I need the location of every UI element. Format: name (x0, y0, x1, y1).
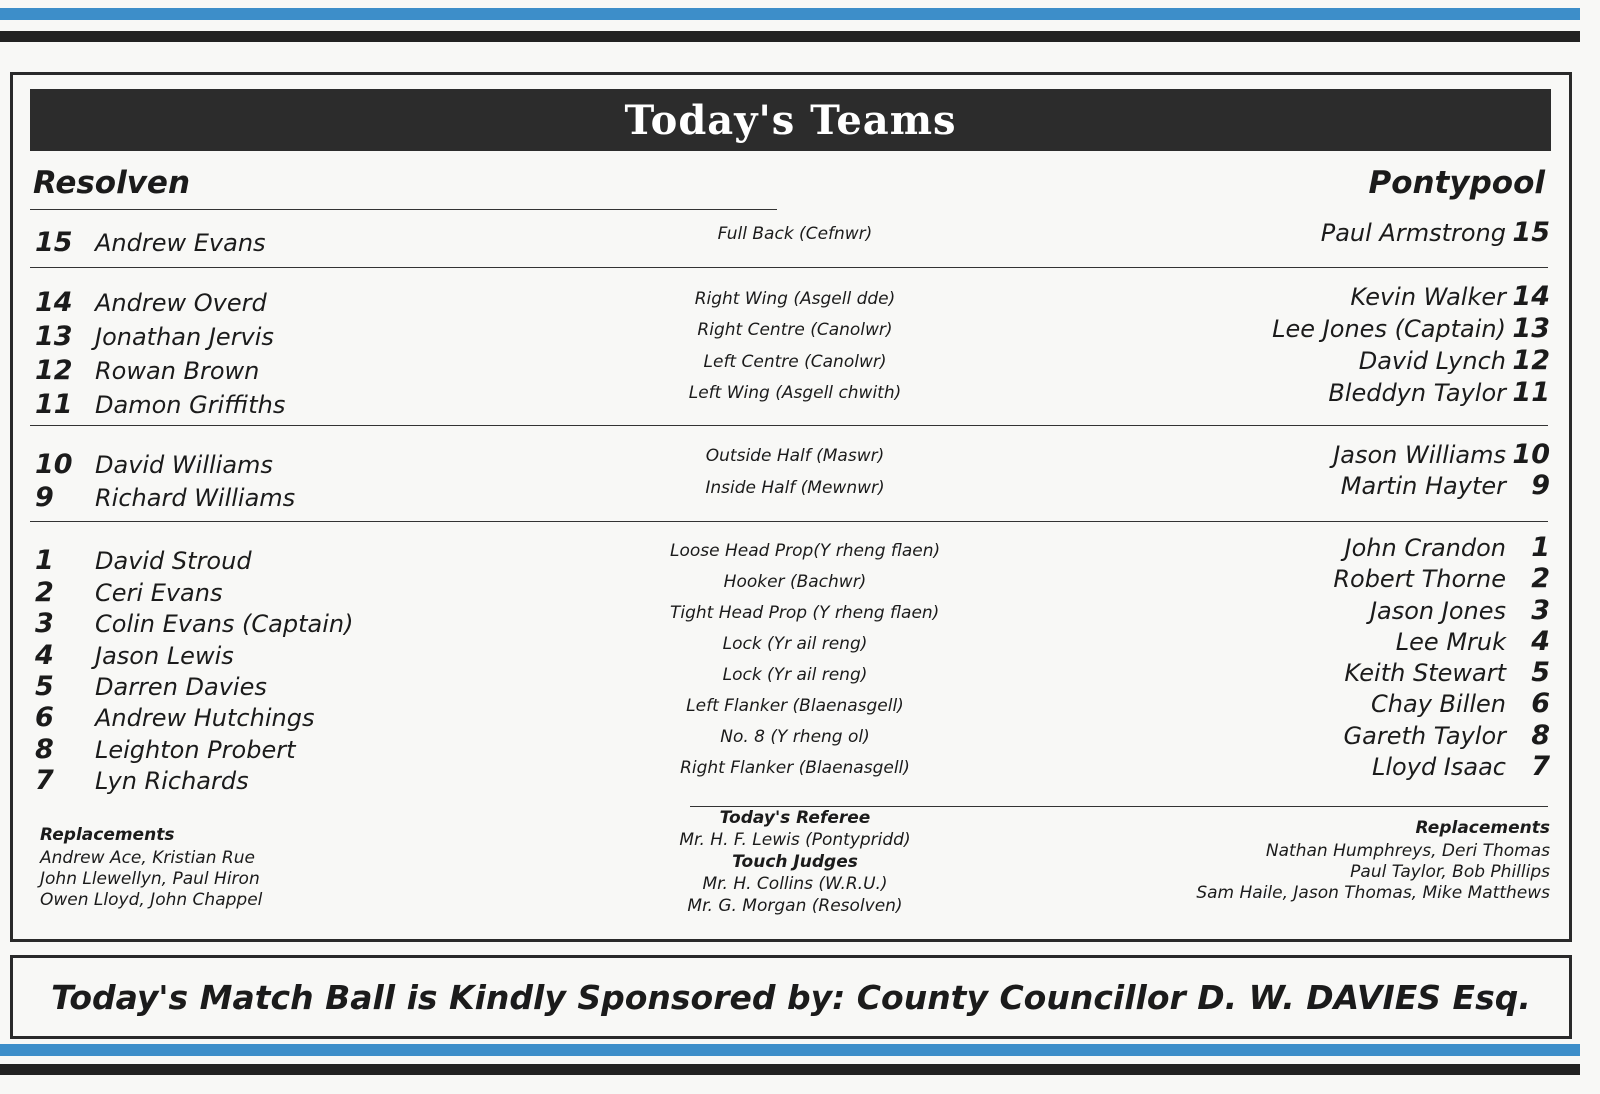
list-item (1272, 313, 1550, 344)
player-name: Jason Lewis (95, 642, 234, 670)
player-number: 6 (1531, 688, 1550, 719)
player-number: 15 (1512, 217, 1550, 248)
replacement-line: Sam Haile, Jason Thomas, Mike Matthews (1196, 883, 1550, 903)
player-name: Damon Griffiths (95, 391, 286, 419)
list-item (35, 734, 295, 765)
replacements-heading: Replacements (40, 825, 175, 845)
position-label: Left Wing (Asgell chwith) (688, 383, 902, 403)
list-item (1396, 626, 1550, 657)
player-name: Jason Williams (1333, 441, 1506, 469)
list-item (35, 227, 266, 258)
list-item (1372, 751, 1550, 782)
player-name: Bleddyn Taylor (1328, 379, 1506, 407)
player-name: Paul Armstrong (1320, 219, 1506, 247)
player-number: 5 (35, 671, 54, 702)
player-name: Rowan Brown (95, 357, 260, 385)
position-label: Lock (Yr ail reng) (722, 665, 868, 685)
player-name: Richard Williams (95, 484, 296, 512)
bottom-blue-stripe (0, 1044, 1580, 1056)
player-name: Keith Stewart (1344, 659, 1506, 687)
position-label: Right Centre (Canolwr) (697, 320, 893, 340)
player-name: Robert Thorne (1333, 565, 1506, 593)
list-item (35, 287, 267, 318)
list-item (35, 545, 252, 576)
position-label: Tight Head Prop (Y rheng flaen) (670, 603, 940, 623)
away-replacements (1196, 818, 1550, 903)
player-name: Lee Mruk (1395, 628, 1506, 656)
player-number: 13 (1512, 313, 1550, 344)
list-item (1359, 345, 1550, 376)
player-number: 3 (35, 608, 54, 639)
player-name: Andrew Overd (95, 289, 267, 317)
player-name: Colin Evans (Captain) (95, 610, 354, 638)
player-number: 10 (1512, 439, 1550, 470)
list-item (35, 321, 274, 352)
touch-judge-name: Mr. H. Collins (W.R.U.) (702, 874, 888, 894)
replacement-line: Andrew Ace, Kristian Rue (40, 848, 255, 868)
title-banner (30, 89, 1551, 151)
top-dark-stripe (0, 31, 1580, 42)
list-item (1333, 563, 1550, 594)
position-label: Full Back (Cefnwr) (717, 224, 873, 244)
player-name: Andrew Evans (95, 229, 266, 257)
player-number: 4 (1531, 626, 1550, 657)
position-label: Hooker (Bachwr) (723, 572, 867, 592)
player-name: Gareth Taylor (1343, 722, 1506, 750)
page-title: Today's Teams (624, 96, 957, 144)
sponsor-box (10, 955, 1572, 1039)
replacement-line: Paul Taylor, Bob Phillips (1350, 862, 1550, 882)
player-number: 10 (35, 449, 73, 480)
list-item (35, 389, 285, 420)
position-label: Lock (Yr ail reng) (722, 634, 868, 654)
player-name: Jonathan Jervis (95, 323, 274, 351)
replacement-line: Nathan Humphreys, Deri Thomas (1265, 841, 1550, 861)
list-item (35, 640, 234, 671)
list-item (1350, 281, 1550, 312)
player-number: 14 (1512, 281, 1550, 312)
referee-name: Mr. H. F. Lewis (Pontypridd) (679, 830, 911, 850)
player-name: David Stroud (95, 547, 252, 575)
player-name: Martin Hayter (1340, 472, 1506, 500)
player-number: 1 (1531, 532, 1550, 563)
player-name: Andrew Hutchings (95, 704, 315, 732)
player-number: 7 (1531, 751, 1550, 782)
list-item (35, 765, 249, 796)
position-label: Inside Half (Mewnwr) (705, 478, 885, 498)
player-name: Lloyd Isaac (1372, 753, 1506, 781)
list-item (1345, 532, 1550, 563)
player-name: John Crandon (1344, 534, 1506, 562)
player-number: 11 (35, 389, 73, 420)
bottom-dark-stripe (0, 1064, 1580, 1075)
player-name: Lyn Richards (95, 767, 249, 795)
player-number: 8 (1531, 720, 1550, 751)
list-item (1321, 217, 1550, 248)
player-name: Leighton Probert (95, 736, 296, 764)
touch-judge-name: Mr. G. Morgan (Resolven) (687, 896, 903, 916)
home-replacements (40, 825, 262, 910)
list-item (1344, 657, 1550, 688)
list-item (35, 671, 267, 702)
player-name: Kevin Walker (1350, 283, 1506, 311)
player-number: 9 (35, 482, 54, 513)
player-number: 11 (1512, 377, 1550, 408)
player-name: David Williams (95, 451, 273, 479)
list-item (1328, 377, 1550, 408)
player-number: 7 (35, 765, 54, 796)
player-name: Lee Jones (Captain) (1272, 315, 1506, 343)
touch-judges-heading: Touch Judges (732, 852, 858, 872)
list-item (35, 482, 295, 513)
divider (30, 425, 1548, 426)
divider (690, 806, 1548, 807)
player-name: Jason Jones (1369, 597, 1506, 625)
replacements-heading: Replacements (1415, 818, 1550, 838)
home-team-name: Resolven (33, 165, 191, 201)
position-label: Right Wing (Asgell dde) (694, 289, 896, 309)
player-number: 5 (1531, 657, 1550, 688)
player-number: 12 (35, 355, 73, 386)
position-label: Left Flanker (Blaenasgell) (686, 696, 904, 716)
player-number: 3 (1531, 595, 1550, 626)
replacement-line: Owen Lloyd, John Chappel (40, 890, 263, 910)
position-label: Loose Head Prop(Y rheng flaen) (670, 541, 941, 561)
player-number: 2 (1531, 563, 1550, 594)
player-number: 12 (1512, 345, 1550, 376)
position-label: Right Flanker (Blaenasgell) (680, 758, 910, 778)
player-number: 4 (35, 640, 54, 671)
player-number: 9 (1531, 470, 1550, 501)
player-number: 14 (35, 287, 73, 318)
player-number: 2 (35, 577, 54, 608)
player-number: 8 (35, 734, 54, 765)
replacement-line: John Llewellyn, Paul Hiron (40, 869, 260, 889)
referee-heading: Today's Referee (719, 808, 871, 828)
divider (30, 209, 777, 210)
list-item (1344, 720, 1550, 751)
list-item (35, 702, 314, 733)
player-number: 6 (35, 702, 54, 733)
away-team-name: Pontypool (1368, 165, 1545, 201)
list-item (1370, 595, 1550, 626)
divider (30, 267, 1548, 268)
list-item (35, 577, 222, 608)
list-item (35, 608, 353, 639)
player-name: Ceri Evans (95, 579, 223, 607)
position-label: Outside Half (Maswr) (705, 446, 885, 466)
sponsor-text: Today's Match Ball is Kindly Sponsored by: County Councillor D. W. DAVIES Esq. (51, 977, 1531, 1017)
player-number: 13 (35, 321, 73, 352)
player-number: 1 (35, 545, 54, 576)
divider (30, 521, 1548, 522)
player-number: 15 (35, 227, 73, 258)
list-item (35, 355, 259, 386)
player-name: David Lynch (1358, 347, 1506, 375)
list-item (1333, 439, 1550, 470)
position-label: No. 8 (Y rheng ol) (720, 727, 870, 747)
position-label: Left Centre (Canolwr) (703, 352, 887, 372)
player-name: Darren Davies (95, 673, 267, 701)
player-name: Chay Billen (1371, 690, 1506, 718)
list-item (1371, 688, 1550, 719)
top-blue-stripe (0, 8, 1580, 20)
list-item (1341, 470, 1550, 501)
list-item (35, 449, 273, 480)
